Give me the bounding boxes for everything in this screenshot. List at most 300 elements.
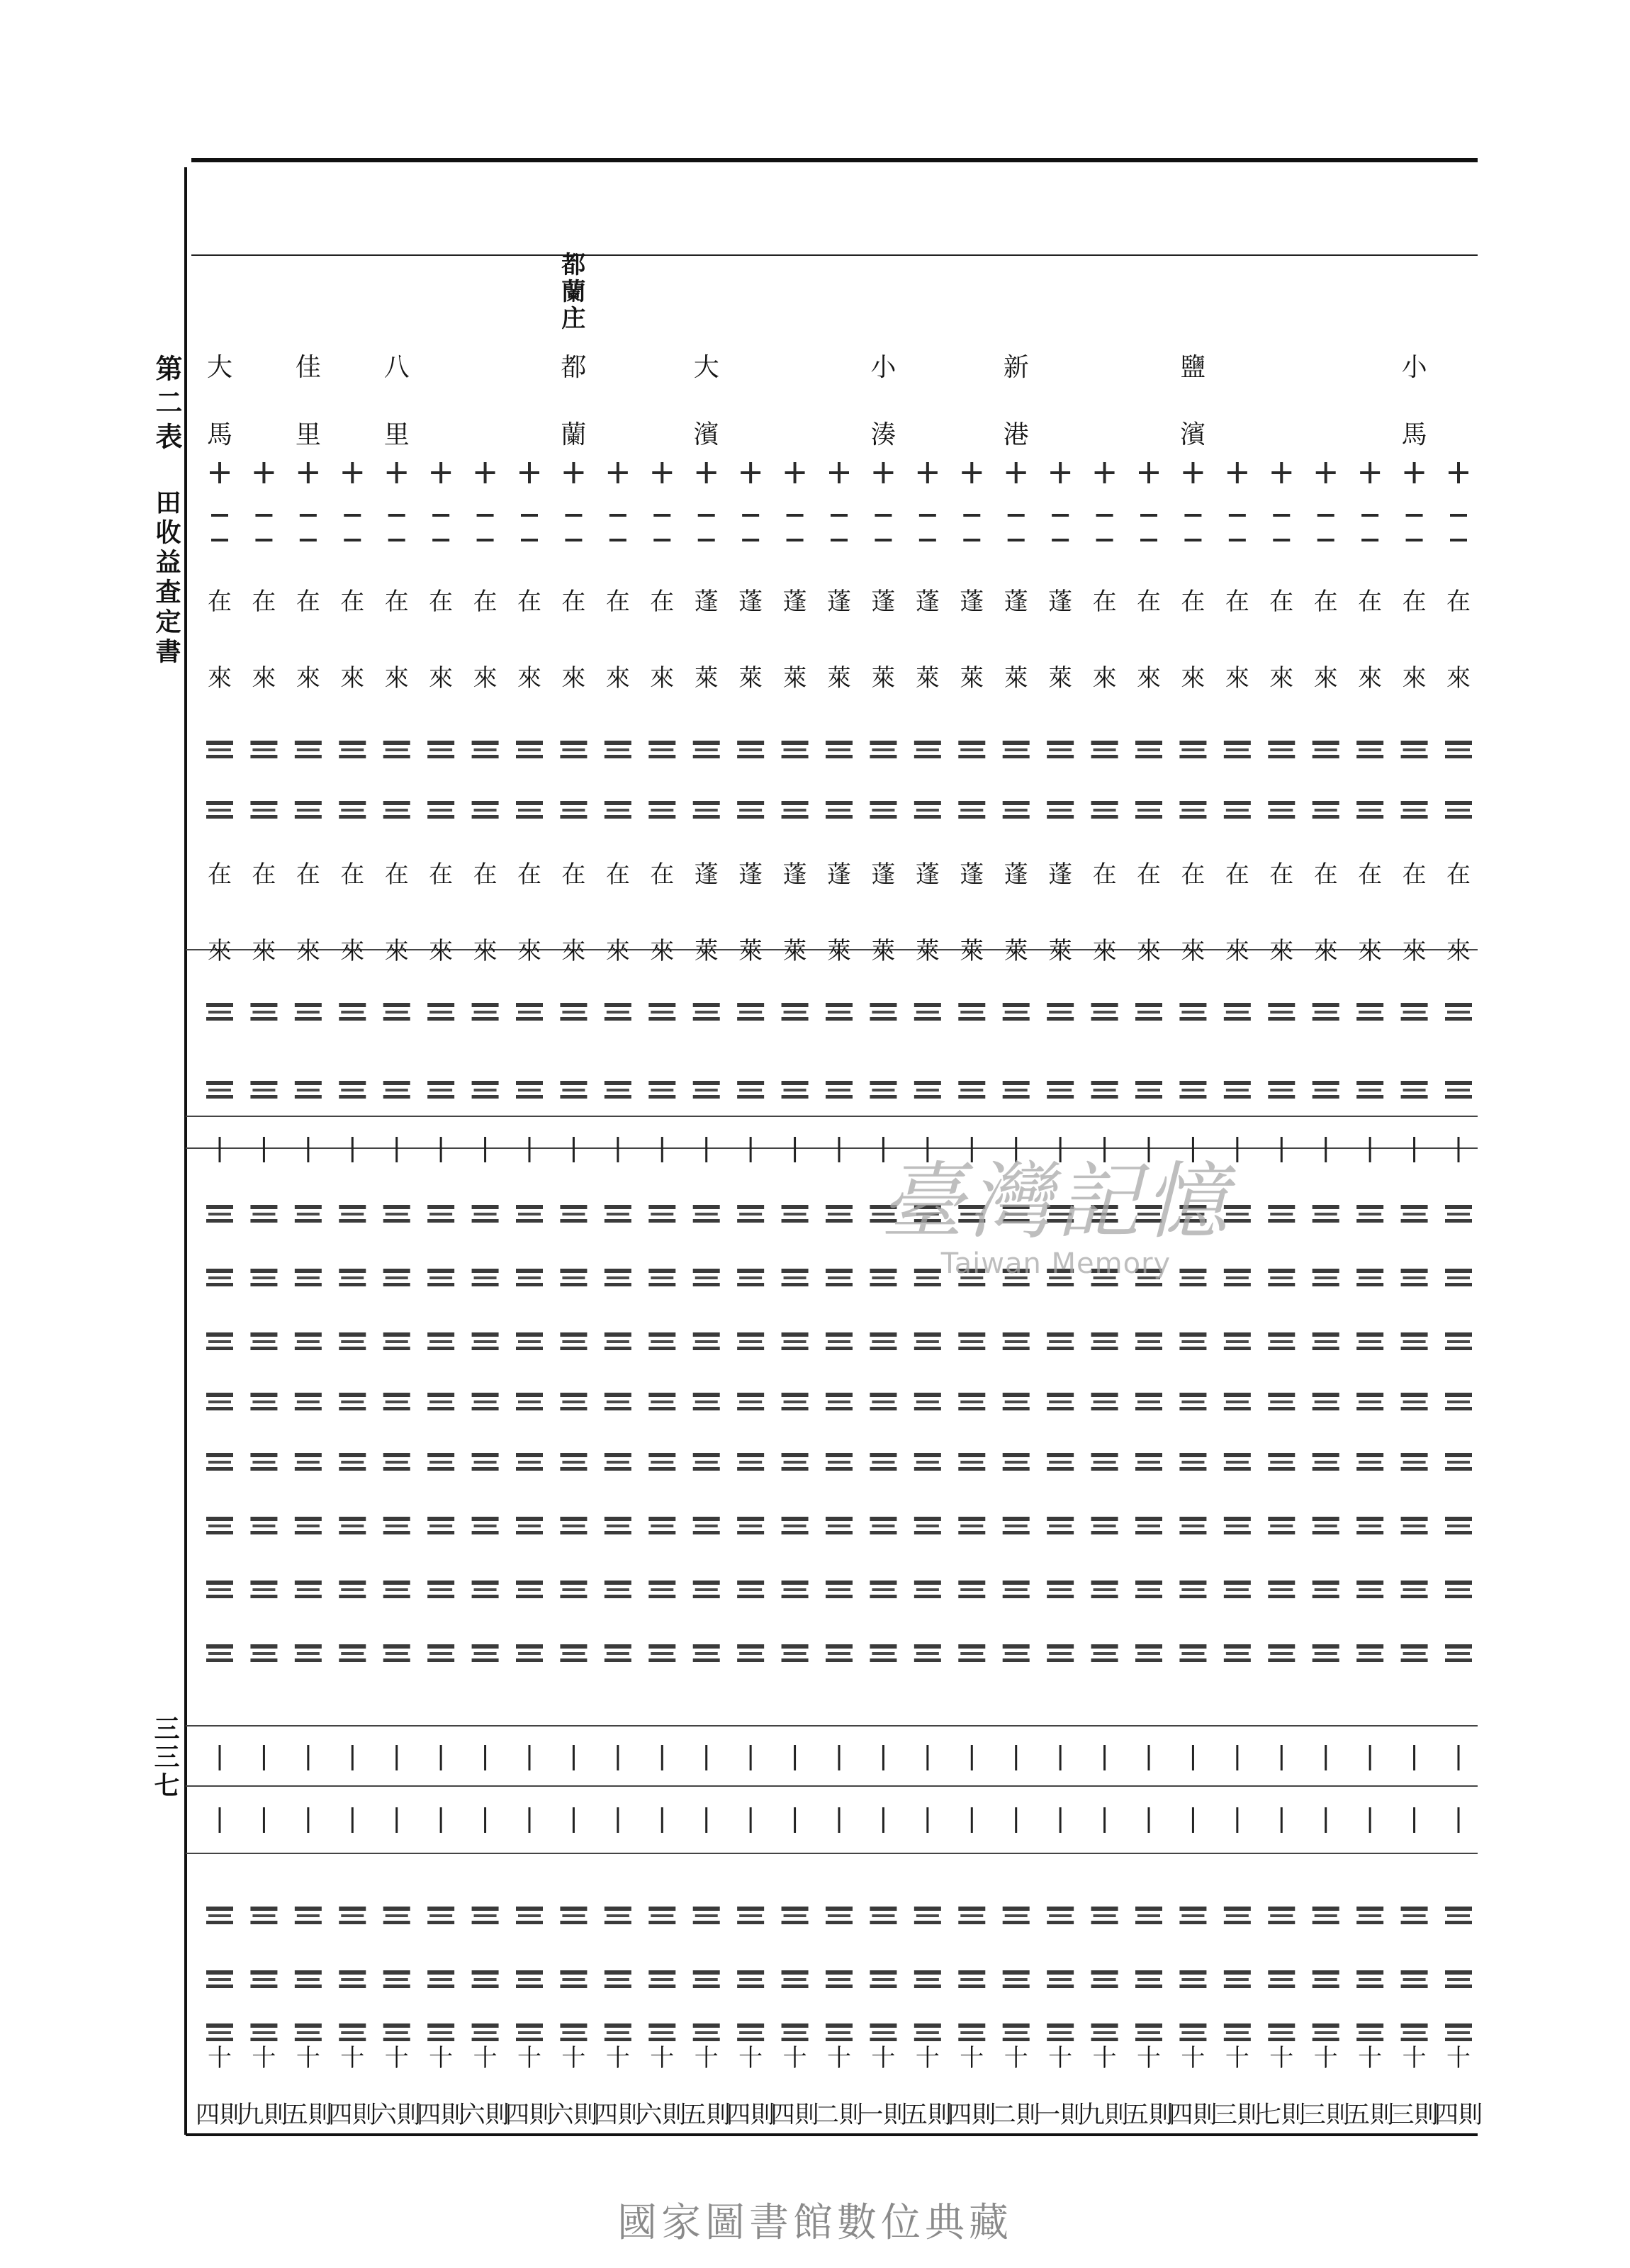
grade-label: 十: [208, 2044, 232, 2072]
lot-number-mark: [528, 462, 531, 483]
numeral-mark: [1313, 1644, 1339, 1649]
numeral-mark: [295, 1970, 322, 1975]
grade-label: 三則: [1213, 2101, 1261, 2129]
numeral-mark: [472, 1921, 499, 1924]
numeral-mark: [958, 1644, 985, 1649]
numeral-mark: [427, 1921, 454, 1924]
numeral-mark: [1224, 2023, 1251, 2028]
rice-type-row: 在: [296, 860, 320, 889]
lot-number-mark: [1361, 514, 1378, 517]
library-footer: 國家圖書館數位典藏: [617, 2200, 1013, 2246]
numeral-mark: [784, 1011, 806, 1014]
numeral-mark: [695, 748, 718, 751]
numeral-mark: [1315, 1461, 1337, 1464]
numeral-mark: [518, 1652, 541, 1655]
numeral-mark: [1049, 1978, 1072, 1981]
numeral-mark: [1003, 815, 1030, 819]
rice-type-row: 來: [1269, 937, 1294, 965]
numeral-mark: [1313, 1095, 1339, 1099]
rice-type-row: 蓬: [915, 860, 940, 889]
numeral-mark: [784, 2031, 806, 2034]
numeral-mark: [782, 1581, 809, 1585]
numeral-mark: [339, 1453, 366, 1457]
lot-number-mark: [970, 462, 973, 483]
grade-label: 四則: [417, 2101, 466, 2129]
numeral-mark: [1003, 1531, 1030, 1534]
numeral-mark: [474, 1340, 497, 1343]
lot-number-mark: [1184, 539, 1201, 541]
numeral-mark: [1268, 1970, 1295, 1975]
lot-number-mark: [653, 514, 670, 517]
rice-type-row: 來: [473, 664, 498, 692]
numeral-mark: [250, 2038, 277, 2041]
numeral-mark: [1224, 755, 1251, 758]
rice-type-row: 在: [384, 860, 409, 889]
numeral-mark: [1179, 1970, 1206, 1975]
numeral-mark: [695, 1525, 718, 1527]
numeral-mark: [1313, 1467, 1339, 1471]
numeral-mark: [1094, 1914, 1116, 1917]
numeral-mark: [252, 1525, 275, 1527]
numeral-mark: [429, 1213, 452, 1216]
numeral-mark: [252, 809, 275, 812]
numeral-mark: [1091, 2038, 1118, 2041]
numeral-mark: [914, 1407, 941, 1410]
rice-type-row: 在: [340, 860, 365, 889]
numeral-mark: [474, 1089, 497, 1091]
numeral-mark: [914, 1095, 941, 1099]
numeral-mark: [872, 748, 894, 751]
numeral-mark: [958, 1658, 985, 1662]
numeral-mark: [1135, 1003, 1162, 1007]
rice-type-row: 在: [473, 588, 498, 616]
rice-type-row: 在: [296, 588, 320, 616]
numeral-mark: [737, 1907, 764, 1911]
numeral-mark: [206, 1081, 233, 1085]
numeral-mark: [1135, 1658, 1162, 1662]
numeral-mark: [208, 1011, 231, 1014]
grade-label: 十: [1181, 2044, 1205, 2072]
numeral-mark: [916, 1914, 939, 1917]
numeral-mark: [1137, 1525, 1160, 1527]
lot-number-mark: [919, 539, 936, 541]
numeral-mark: [383, 1658, 410, 1662]
numeral-mark: [1003, 1921, 1030, 1924]
rice-type-row: 來: [561, 664, 586, 692]
numeral-mark: [339, 741, 366, 745]
numeral-mark: [1135, 741, 1162, 745]
numeral-mark: [648, 755, 675, 758]
numeral-mark: [693, 1467, 720, 1471]
rice-type-row: 在: [1269, 860, 1294, 889]
numeral-mark: [339, 1595, 366, 1598]
numeral-mark: [206, 1269, 233, 1273]
numeral-mark: [1224, 1921, 1251, 1924]
place-name-label: 佳: [295, 353, 321, 382]
numeral-mark: [562, 1525, 585, 1527]
place-name-label: 大: [693, 353, 719, 382]
numeral-mark: [870, 1595, 896, 1598]
numeral-mark: [1047, 1595, 1074, 1598]
numeral-mark: [1005, 748, 1028, 751]
numeral-mark: [1137, 748, 1160, 751]
rice-type-row: 在: [517, 860, 541, 889]
numeral-mark: [518, 1400, 541, 1403]
numeral-mark: [560, 741, 587, 745]
numeral-mark: [208, 748, 231, 751]
numeral-mark: [386, 1652, 408, 1655]
numeral-mark: [870, 1081, 896, 1085]
numeral-mark: [1403, 2031, 1426, 2034]
rice-type-row: 來: [650, 664, 675, 692]
numeral-mark: [914, 1517, 941, 1521]
numeral-mark: [339, 1407, 366, 1410]
numeral-mark: [960, 1978, 983, 1981]
numeral-mark: [339, 1921, 366, 1924]
numeral-mark: [1226, 1652, 1249, 1655]
numeral-mark: [560, 1407, 587, 1410]
numeral-mark: [1356, 801, 1383, 805]
numeral-mark: [1049, 1089, 1072, 1091]
numeral-mark: [737, 1283, 764, 1286]
numeral-mark: [1447, 1652, 1470, 1655]
numeral-mark: [782, 1453, 809, 1457]
numeral-mark: [1401, 1332, 1428, 1337]
numeral-mark: [1179, 1081, 1206, 1085]
numeral-mark: [208, 1213, 231, 1216]
numeral-mark: [1135, 1347, 1162, 1350]
numeral-mark: [1003, 1984, 1030, 1988]
numeral-mark: [560, 1453, 587, 1457]
rice-type-row: 來: [473, 937, 498, 965]
rice-type-row: 在: [1402, 860, 1427, 889]
numeral-mark: [914, 1347, 941, 1350]
numeral-mark: [1268, 1581, 1295, 1585]
numeral-mark: [737, 1970, 764, 1975]
numeral-mark: [648, 1332, 675, 1337]
numeral-mark: [297, 2031, 320, 2034]
numeral-mark: [297, 809, 320, 812]
rice-type-row: 萊: [960, 937, 984, 965]
numeral-mark: [1047, 1984, 1074, 1988]
numeral-mark: [1356, 1921, 1383, 1924]
rice-type-row: 來: [208, 664, 232, 692]
numeral-mark: [605, 1269, 631, 1273]
rice-type-row: 來: [1181, 937, 1205, 965]
numeral-mark: [693, 1921, 720, 1924]
lot-number-mark: [742, 539, 759, 541]
numeral-mark: [1401, 801, 1428, 805]
numeral-mark: [1356, 1283, 1383, 1286]
numeral-mark: [695, 1213, 718, 1216]
numeral-mark: [605, 815, 631, 819]
numeral-mark: [648, 741, 675, 745]
numeral-mark: [206, 2023, 233, 2028]
numeral-mark: [1403, 748, 1426, 751]
numeral-mark: [1091, 1453, 1118, 1457]
numeral-mark: [1137, 1011, 1160, 1014]
numeral-mark: [516, 1595, 543, 1598]
numeral-mark: [1401, 2023, 1428, 2028]
numeral-mark: [1091, 1332, 1118, 1337]
numeral-mark: [648, 1283, 675, 1286]
numeral-mark: [208, 1652, 231, 1655]
numeral-mark: [383, 1984, 410, 1988]
numeral-mark: [297, 1089, 320, 1091]
numeral-mark: [605, 1517, 631, 1521]
numeral-mark: [208, 1978, 231, 1981]
grade-label: 七則: [1257, 2101, 1306, 2129]
numeral-mark: [1270, 2031, 1293, 2034]
numeral-mark: [250, 1017, 277, 1021]
numeral-mark: [206, 1347, 233, 1350]
numeral-mark: [960, 1011, 983, 1014]
lot-number-mark: [344, 539, 361, 541]
numeral-mark: [695, 1978, 718, 1981]
grade-label: 四則: [328, 2101, 377, 2129]
rice-type-row: 在: [1092, 860, 1117, 889]
numeral-mark: [295, 1595, 322, 1598]
numeral-mark: [472, 1332, 499, 1337]
numeral-mark: [1401, 1984, 1428, 1988]
numeral-mark: [1403, 1213, 1426, 1216]
numeral-mark: [958, 1347, 985, 1350]
numeral-mark: [472, 1095, 499, 1099]
numeral-mark: [560, 1595, 587, 1598]
lot-number-mark: [1103, 462, 1106, 483]
numeral-mark: [1005, 1525, 1028, 1527]
numeral-mark: [474, 809, 497, 812]
numeral-mark: [472, 1081, 499, 1085]
numeral-mark: [383, 1219, 410, 1223]
numeral-mark: [427, 2038, 454, 2041]
place-name-label: 里: [295, 420, 321, 449]
numeral-mark: [560, 1393, 587, 1397]
rice-type-row: 萊: [871, 664, 896, 692]
numeral-mark: [250, 1644, 277, 1649]
numeral-mark: [872, 1588, 894, 1591]
numeral-mark: [1270, 1400, 1293, 1403]
numeral-mark: [1401, 1283, 1428, 1286]
rice-type-row: 在: [252, 588, 276, 616]
numeral-mark: [870, 741, 896, 745]
numeral-mark: [1091, 1467, 1118, 1471]
numeral-mark: [1270, 1461, 1293, 1464]
numeral-mark: [1224, 1003, 1251, 1007]
numeral-mark: [914, 1332, 941, 1337]
numeral-mark: [562, 809, 585, 812]
numeral-mark: [1356, 1347, 1383, 1350]
numeral-mark: [562, 2031, 585, 2034]
numeral-mark: [782, 1283, 809, 1286]
place-name-label: 小: [1401, 353, 1427, 382]
lot-number-mark: [794, 462, 797, 483]
numeral-mark: [1315, 1089, 1337, 1091]
numeral-mark: [958, 1393, 985, 1397]
numeral-mark: [605, 1003, 631, 1007]
numeral-mark: [960, 748, 983, 751]
numeral-mark: [516, 1081, 543, 1085]
numeral-mark: [605, 1453, 631, 1457]
numeral-mark: [427, 2023, 454, 2028]
numeral-mark: [206, 1205, 233, 1209]
numeral-mark: [1313, 1347, 1339, 1350]
numeral-mark: [206, 1332, 233, 1337]
numeral-mark: [914, 2023, 941, 2028]
numeral-mark: [427, 1081, 454, 1085]
numeral-mark: [1356, 741, 1383, 745]
numeral-mark: [1445, 1453, 1472, 1457]
numeral-mark: [1268, 801, 1295, 805]
numeral-mark: [1181, 1461, 1204, 1464]
numeral-mark: [252, 1914, 275, 1917]
numeral-mark: [562, 1089, 585, 1091]
numeral-mark: [1224, 1517, 1251, 1521]
numeral-mark: [252, 1461, 275, 1464]
rice-type-row: 來: [1137, 664, 1161, 692]
numeral-mark: [1181, 1914, 1204, 1917]
rice-type-row: 在: [605, 588, 630, 616]
numeral-mark: [516, 755, 543, 758]
numeral-mark: [916, 1461, 939, 1464]
numeral-mark: [1313, 1205, 1339, 1209]
numeral-mark: [1268, 1095, 1295, 1099]
numeral-mark: [1315, 1525, 1337, 1527]
place-name-label: 鹽: [1180, 353, 1206, 382]
numeral-mark: [1224, 815, 1251, 819]
numeral-mark: [1135, 1393, 1162, 1397]
numeral-mark: [341, 1525, 364, 1527]
numeral-mark: [826, 755, 853, 758]
lot-number-mark: [1273, 539, 1290, 541]
lot-number-mark: [609, 539, 626, 541]
numeral-mark: [1356, 1970, 1383, 1975]
numeral-mark: [1356, 1658, 1383, 1662]
numeral-mark: [1091, 1907, 1118, 1911]
numeral-mark: [206, 1921, 233, 1924]
numeral-mark: [870, 1984, 896, 1988]
numeral-mark: [958, 1467, 985, 1471]
numeral-mark: [429, 1011, 452, 1014]
rice-type-row: 來: [1092, 937, 1117, 965]
numeral-mark: [693, 1081, 720, 1085]
numeral-mark: [1268, 1453, 1295, 1457]
lot-number-mark: [1191, 462, 1194, 483]
numeral-mark: [914, 1921, 941, 1924]
numeral-mark: [560, 1205, 587, 1209]
numeral-mark: [737, 801, 764, 805]
numeral-mark: [958, 1081, 985, 1085]
numeral-mark: [826, 801, 853, 805]
numeral-mark: [1135, 815, 1162, 819]
numeral-mark: [1181, 1011, 1204, 1014]
numeral-mark: [651, 1276, 673, 1279]
grade-label: 十: [1446, 2044, 1471, 2072]
numeral-mark: [870, 1095, 896, 1099]
numeral-mark: [648, 1219, 675, 1223]
lot-number-mark: [572, 462, 575, 483]
numeral-mark: [472, 2023, 499, 2028]
numeral-mark: [1047, 755, 1074, 758]
numeral-mark: [1179, 1347, 1206, 1350]
numeral-mark: [250, 1921, 277, 1924]
numeral-mark: [960, 1089, 983, 1091]
numeral-mark: [516, 1003, 543, 1007]
numeral-mark: [1003, 1407, 1030, 1410]
numeral-mark: [1049, 1011, 1072, 1014]
rice-type-row: 來: [605, 664, 630, 692]
rice-type-row: 來: [650, 937, 675, 965]
place-name-label: 湊: [870, 420, 896, 449]
numeral-mark: [295, 1003, 322, 1007]
numeral-mark: [1091, 1921, 1118, 1924]
numeral-mark: [472, 1269, 499, 1273]
numeral-mark: [472, 1907, 499, 1911]
numeral-mark: [386, 1461, 408, 1464]
numeral-mark: [1135, 1984, 1162, 1988]
numeral-mark: [605, 1081, 631, 1085]
place-name-label: 里: [383, 420, 410, 449]
numeral-mark: [341, 748, 364, 751]
numeral-mark: [1005, 1011, 1028, 1014]
lot-number-mark: [432, 514, 449, 517]
numeral-mark: [295, 1581, 322, 1585]
numeral-mark: [737, 1219, 764, 1223]
numeral-mark: [472, 755, 499, 758]
numeral-mark: [1270, 1914, 1293, 1917]
numeral-mark: [250, 1003, 277, 1007]
numeral-mark: [870, 1531, 896, 1534]
numeral-mark: [252, 1340, 275, 1343]
numeral-mark: [1403, 1914, 1426, 1917]
numeral-mark: [784, 1089, 806, 1091]
lot-number-mark: [477, 514, 494, 517]
numeral-mark: [737, 815, 764, 819]
grade-label: 十: [915, 2044, 940, 2072]
numeral-mark: [208, 1588, 231, 1591]
lot-number-mark: [1273, 514, 1290, 517]
numeral-mark: [693, 1095, 720, 1099]
numeral-mark: [383, 1907, 410, 1911]
numeral-mark: [651, 1400, 673, 1403]
numeral-mark: [474, 2031, 497, 2034]
numeral-mark: [1268, 2038, 1295, 2041]
numeral-mark: [386, 1089, 408, 1091]
numeral-mark: [1356, 1269, 1383, 1273]
numeral-mark: [516, 1517, 543, 1521]
numeral-mark: [1356, 1393, 1383, 1397]
numeral-mark: [958, 1907, 985, 1911]
numeral-mark: [1226, 1011, 1249, 1014]
numeral-mark: [1445, 1407, 1472, 1410]
numeral-mark: [1135, 1517, 1162, 1521]
rice-type-row: 在: [429, 860, 454, 889]
numeral-mark: [1445, 1219, 1472, 1223]
numeral-mark: [516, 741, 543, 745]
numeral-mark: [206, 1453, 233, 1457]
numeral-mark: [1003, 1017, 1030, 1021]
numeral-mark: [960, 1461, 983, 1464]
numeral-mark: [1224, 801, 1251, 805]
numeral-mark: [1179, 1283, 1206, 1286]
numeral-mark: [1447, 1525, 1470, 1527]
numeral-mark: [562, 1011, 585, 1014]
numeral-mark: [206, 1219, 233, 1223]
numeral-mark: [427, 1332, 454, 1337]
numeral-mark: [341, 1914, 364, 1917]
numeral-mark: [739, 1461, 762, 1464]
numeral-mark: [695, 1652, 718, 1655]
